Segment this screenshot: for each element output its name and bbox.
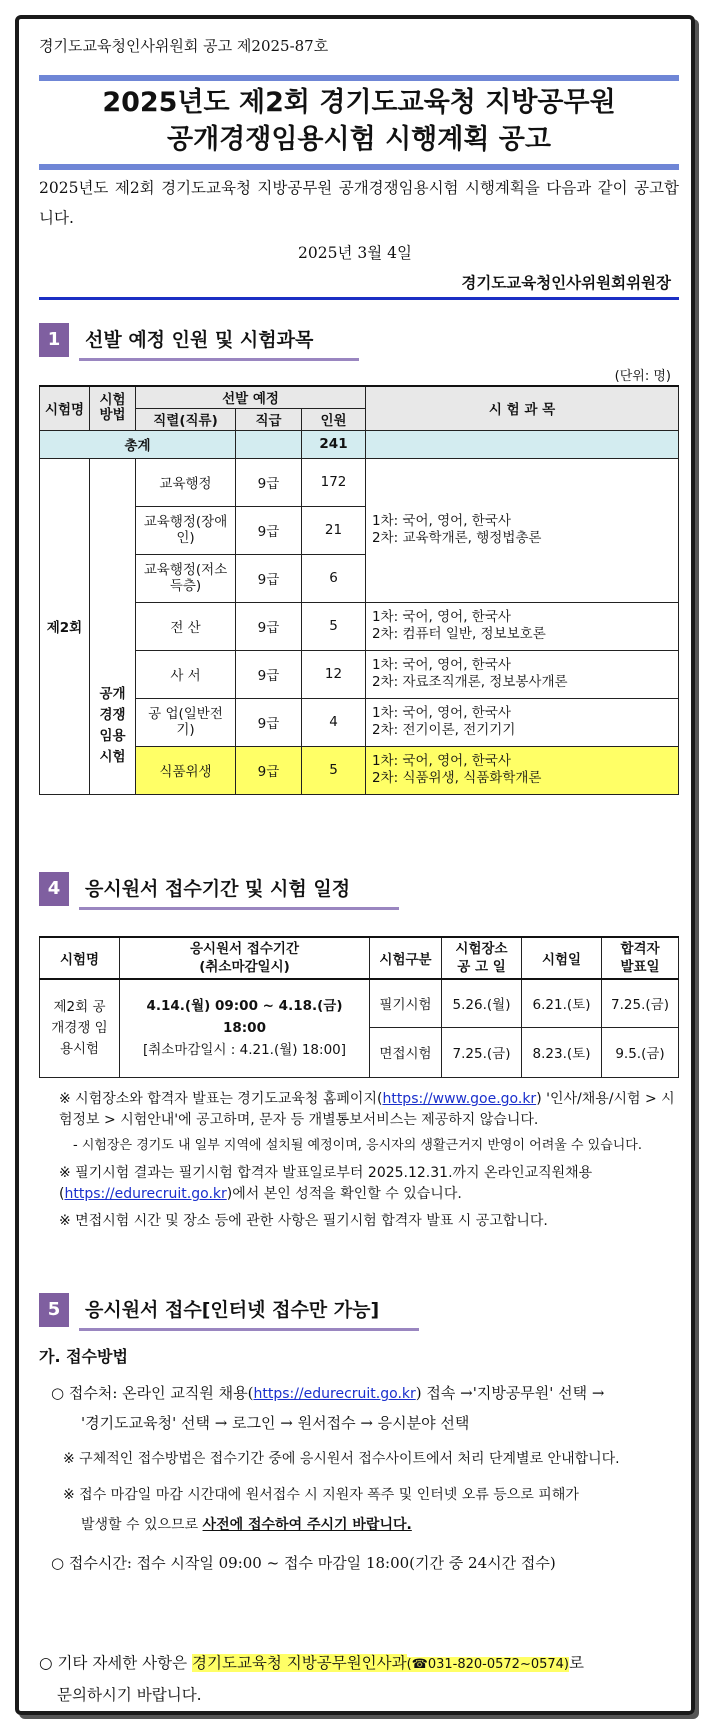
apply-link[interactable]: https://edurecruit.go.kr (253, 1386, 416, 1402)
goe-link[interactable]: https://www.goe.go.kr (382, 1091, 537, 1107)
section5-subtitle: 가. 접수방법 (39, 1347, 128, 1366)
title-top-bar (39, 75, 679, 81)
unit-label: (단위: 명) (614, 369, 671, 384)
apply-note1: ※ 구체적인 접수방법은 접수기간 중에 응시원서 접수사이트에서 처리 단계별로 안내합니다. (63, 1451, 620, 1467)
apply-note2-line1: ※ 접수 마감일 마감 시간대에 원서접수 시 지원자 폭주 및 인터넷 오류 등으로 피해가 (63, 1487, 579, 1503)
title-line1: 2025년도 제2회 경기도교육청 지방공무원 (102, 87, 616, 118)
subjects-cell: 1차: 국어, 영어, 한국사 2차: 자료조직개론, 정보봉사개론 (366, 650, 679, 698)
notice-number: 경기도교육청인사위원회 공고 제2025-87호 (39, 37, 329, 55)
th-period: 응시원서 접수기간 (취소마감일시) (120, 937, 370, 979)
grade-cell: 9급 (236, 650, 302, 698)
th-method: 시험방법 (90, 386, 136, 430)
total-label: 총계 (40, 430, 236, 458)
contact-phone: (☎031-820-0572~0574) (406, 1657, 569, 1672)
job-cell: 전 산 (136, 602, 236, 650)
section4-heading (39, 872, 399, 906)
notice-frame (15, 15, 695, 1715)
section5-title: 응시원서 접수[인터넷 접수만 가능] (85, 1299, 380, 1321)
total-value: 241 (302, 430, 366, 458)
subjects-cell: 1차: 국어, 영어, 한국사 2차: 식품위생, 식품화학개론 (366, 746, 679, 794)
count-cell: 5 (302, 602, 366, 650)
th-job: 직렬(직류) (136, 408, 236, 430)
th-venue: 시험장소 공 고 일 (442, 937, 522, 979)
grade-cell: 9급 (236, 506, 302, 554)
th-exam: 시험명 (40, 937, 120, 979)
job-cell: 사 서 (136, 650, 236, 698)
count-cell: 6 (302, 554, 366, 602)
schedule-period: 4.14.(월) 09:00 ~ 4.18.(금) 18:00 [취소마감일시 : 4.21.(월) 18:00] (120, 979, 370, 1077)
notice-signer: 경기도교육청인사위원회위원장 (461, 273, 671, 292)
count-cell: 21 (302, 506, 366, 554)
schedule-exam-name: 제2회 공개경쟁 임용시험 (40, 979, 120, 1077)
job-cell: 교육행정(장애인) (136, 506, 236, 554)
grade-cell: 9급 (236, 458, 302, 506)
section4-number: 4 (39, 872, 69, 906)
grade-cell: 9급 (236, 554, 302, 602)
th-exam: 시험명 (40, 386, 90, 430)
th-exam-date: 시험일 (522, 937, 602, 979)
title-bottom-bar (39, 164, 679, 170)
schedule-type: 필기시험 (370, 979, 442, 1027)
count-cell: 5 (302, 746, 366, 794)
schedule-venue: 5.26.(월) (442, 979, 522, 1027)
apply-time: ○ 접수시간: 접수 시작일 09:00 ~ 접수 마감일 18:00(기간 중 24시간 접수) (51, 1554, 556, 1572)
contact-department: 경기도교육청 지방공무원인사과 (192, 1654, 407, 1672)
title-line2: 공개경쟁임용시험 시행계획 공고 (167, 124, 551, 155)
job-cell: 식품위생 (136, 746, 236, 794)
subjects-cell: 1차: 국어, 영어, 한국사 2차: 교육학개론, 행정법총론 (366, 458, 679, 602)
notice-date: 2025년 3월 4일 (298, 244, 412, 262)
job-cell: 교육행정 (136, 458, 236, 506)
section5-number: 5 (39, 1293, 69, 1327)
schedule-table (39, 936, 679, 1078)
apply-method-line1: ○ 접수처: 온라인 교직원 채용(https://edurecruit.go.kr) 접속 →'지방공무원' 선택 → (51, 1384, 605, 1402)
count-cell: 12 (302, 650, 366, 698)
schedule-venue: 7.25.(금) (442, 1027, 522, 1077)
th-type: 시험구분 (370, 937, 442, 979)
th-planned: 선발 예정 (136, 386, 366, 408)
th-count: 인원 (302, 408, 366, 430)
job-cell: 공 업(일반전기) (136, 698, 236, 746)
note-interview: ※ 면접시험 시간 및 장소 등에 관한 사항은 필기시험 합격자 발표 시 공고합니다. (59, 1213, 548, 1229)
section4-title: 응시원서 접수기간 및 시험 일정 (85, 878, 351, 900)
schedule-pass-date: 9.5.(금) (602, 1027, 679, 1077)
header-divider (39, 297, 679, 300)
section4-underline (79, 907, 399, 910)
schedule-exam-date: 8.23.(토) (522, 1027, 602, 1077)
th-pass: 합격자 발표일 (602, 937, 679, 979)
section5-heading (39, 1293, 419, 1327)
section1-underline (79, 358, 359, 361)
footer-line2: 문의하시기 바랍니다. (57, 1686, 202, 1704)
subjects-cell: 1차: 국어, 영어, 한국사 2차: 전기이론, 전기기기 (366, 698, 679, 746)
note-venue-sub: - 시험장은 경기도 내 일부 지역에 설치될 예정이며, 응시자의 생활근거지 반영이 어려울 수 있습니다. (73, 1138, 642, 1153)
th-grade: 직급 (236, 408, 302, 430)
count-cell: 4 (302, 698, 366, 746)
footer-line1: ○ 기타 자세한 사항은 경기도교육청 지방공무원인사과(☎031-820-0572~0574)로 (39, 1654, 584, 1672)
section1-heading (39, 323, 359, 357)
grade-cell: 9급 (236, 698, 302, 746)
apply-note2-line2: 발생할 수 있으므로 사전에 접수하여 주시기 바랍니다. (81, 1517, 412, 1533)
section1-number: 1 (39, 323, 69, 357)
note-score: ※ 필기시험 결과는 필기시험 합격자 발표일로부터 2025.12.31.까지 온라인교직원채용(https://edurecruit.go.kr)에서 본인 성적을 확인할 수 있습니다. (59, 1165, 593, 1202)
edurecruit-link[interactable]: https://edurecruit.go.kr (64, 1186, 227, 1202)
note-venue: ※ 시험장소와 합격자 발표는 경기도교육청 홈페이지(https://www.goe.go.kr) '인사/채용/시험 > 시험정보 > 시험안내'에 공고하며, 문자 등 개별통보서비스는 제공하지 않습니다. (59, 1091, 675, 1128)
schedule-type: 면접시험 (370, 1027, 442, 1077)
selection-table (39, 385, 679, 795)
schedule-pass-date: 7.25.(금) (602, 979, 679, 1027)
subjects-cell: 1차: 국어, 영어, 한국사 2차: 컴퓨터 일반, 정보보호론 (366, 602, 679, 650)
count-cell: 172 (302, 458, 366, 506)
intro-text: 2025년도 제2회 경기도교육청 지방공무원 공개경쟁임용시험 시행계획을 다음과 같이 공고합니다. (39, 179, 679, 227)
exam-name: 제2회 (40, 458, 90, 794)
section5-underline (79, 1328, 419, 1331)
section1-title: 선발 예정 인원 및 시험과목 (85, 329, 314, 351)
th-subjects: 시 험 과 목 (366, 386, 679, 430)
apply-method-line2: '경기도교육청' 선택 → 로그인 → 원서접수 → 응시분야 선택 (81, 1414, 470, 1432)
grade-cell: 9급 (236, 746, 302, 794)
grade-cell: 9급 (236, 602, 302, 650)
job-cell: 교육행정(저소득층) (136, 554, 236, 602)
schedule-exam-date: 6.21.(토) (522, 979, 602, 1027)
exam-method: 공개경쟁임용시험 (90, 458, 136, 794)
